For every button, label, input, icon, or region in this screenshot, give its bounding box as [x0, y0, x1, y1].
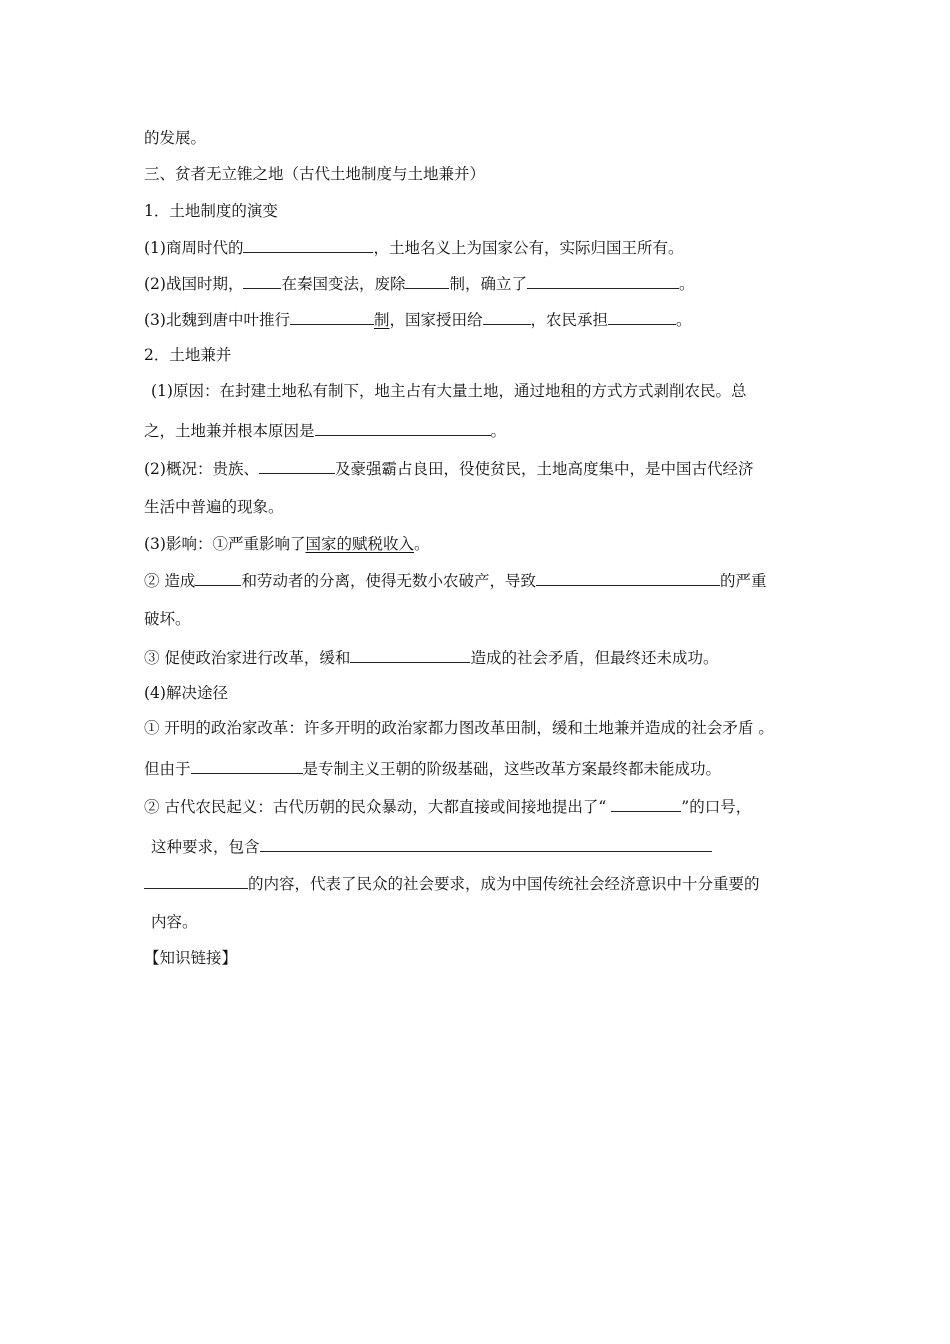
section-heading [144, 948, 237, 968]
text: ，国家授田给 [389, 311, 483, 329]
text: 之，土地兼并根本原因是 [144, 422, 315, 440]
text: 。 [490, 422, 507, 440]
text-line [144, 570, 766, 591]
fill-blank[interactable] [290, 309, 374, 325]
subsection-heading [144, 345, 231, 365]
text: (3)北魏到唐中叶推行 [144, 311, 290, 329]
text: 。 [679, 275, 695, 293]
text: 生活中普遍的现象。 [144, 498, 284, 516]
fill-blank[interactable] [315, 420, 491, 436]
fill-blank[interactable] [195, 570, 241, 586]
text: 【知识链接】 [144, 949, 238, 967]
text: ，农民承担 [530, 311, 609, 329]
text: ”的口号， [681, 798, 752, 816]
text: 制，确立了 [449, 275, 527, 293]
text-line [144, 128, 206, 148]
text-line [151, 381, 746, 401]
text-line [144, 458, 753, 479]
subsection-heading [144, 201, 278, 221]
text: 的内容，代表了民众的社会要求，成为中国传统社会经济意识中十分重要的 [248, 875, 760, 893]
text-line [151, 836, 712, 857]
fill-blank[interactable] [611, 796, 681, 812]
text: ② 古代农民起义：古代历朝的民众暴动，大都直接或间接地提出了“ [144, 798, 612, 816]
text: (3)影响：①严重影响了 [144, 535, 306, 553]
text-line [144, 237, 683, 258]
fill-blank[interactable] [144, 873, 248, 889]
fill-blank[interactable] [608, 309, 676, 325]
text: 制 [373, 311, 390, 329]
fill-blank[interactable] [191, 758, 303, 774]
text-line [144, 534, 430, 554]
text: ① 开明的政治家改革：许多开明的政治家都力图改革田制，缓和土地兼并造成的社会矛盾 。 [144, 719, 774, 737]
fill-blank[interactable] [243, 273, 281, 289]
text: 破坏。 [144, 610, 191, 628]
fill-blank[interactable] [350, 647, 470, 663]
text: (2)战国时期， [144, 275, 244, 293]
text: 及豪强霸占良田，役使贫民，土地高度集中，是中国古代经济 [334, 460, 754, 478]
text-line [151, 912, 198, 932]
text-line [144, 718, 774, 738]
fill-blank[interactable] [527, 273, 679, 289]
subsection-heading [144, 683, 228, 703]
text: 国家的赋税收入 [305, 535, 414, 553]
fill-blank[interactable] [405, 273, 449, 289]
text-line [144, 420, 506, 441]
fill-blank[interactable] [536, 570, 720, 586]
fill-blank[interactable] [243, 237, 373, 253]
fill-blank[interactable] [260, 836, 712, 852]
text-line [144, 758, 721, 779]
text-line [144, 647, 718, 668]
text: 内容。 [151, 913, 198, 931]
text-line [144, 309, 692, 330]
fill-blank[interactable] [259, 458, 335, 474]
text: 造成的社会矛盾，但最终还未成功。 [470, 649, 719, 667]
text-line [144, 796, 751, 817]
text: (4)解决途径 [144, 684, 228, 702]
text: ③ 促使政治家进行改革，缓和 [144, 649, 351, 667]
text: (2)概况：贵族、 [144, 460, 259, 478]
text-line [144, 273, 695, 294]
text: 2．土地兼并 [144, 346, 232, 364]
text-line [144, 873, 760, 894]
text: 的严重 [719, 572, 767, 590]
text: (1)原因：在封建土地私有制下，地主占有大量土地，通过地租的方式方式剥削农民。总 [151, 382, 747, 400]
text: 三、贫者无立锥之地（古代土地制度与土地兼并） [144, 165, 486, 183]
text: (1)商周时代的 [144, 239, 244, 257]
text: 这种要求，包含 [151, 838, 260, 856]
text: 。 [676, 311, 692, 329]
text: 是专制主义王朝的阶级基础，这些改革方案最终都未能成功。 [302, 760, 722, 778]
text: 1．土地制度的演变 [144, 202, 278, 220]
text: ② 造成 [144, 572, 196, 590]
section-heading [144, 164, 485, 184]
fill-blank[interactable] [483, 309, 531, 325]
text: 。 [413, 535, 430, 553]
text: 和劳动者的分离，使得无数小农破产，导致 [241, 572, 536, 590]
text: 但由于 [144, 760, 191, 778]
text-line [144, 497, 284, 517]
text-line [144, 609, 191, 629]
text: ，土地名义上为国家公有，实际归国王所有。 [373, 239, 684, 257]
text: 的发展。 [144, 129, 207, 147]
text: 在秦国变法，废除 [281, 275, 406, 293]
